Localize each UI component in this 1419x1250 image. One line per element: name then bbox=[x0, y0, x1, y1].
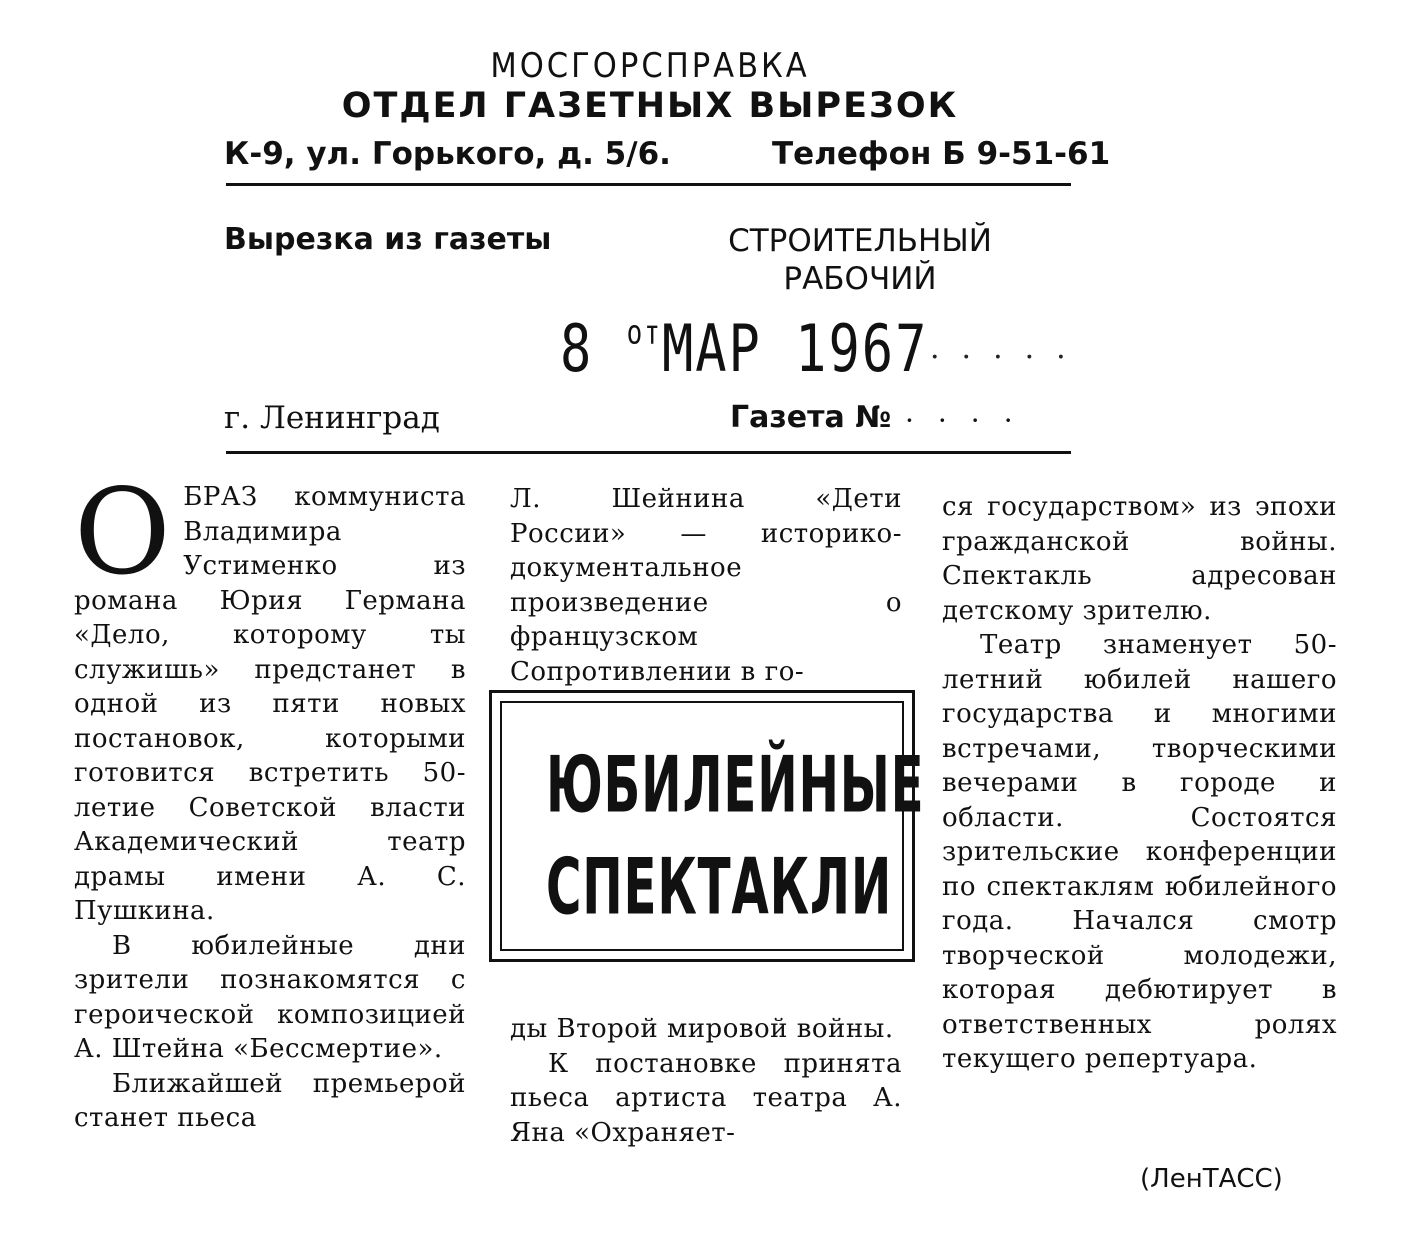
agency-phone: Телефон Б 9-51-61 bbox=[772, 136, 1111, 172]
clipping-divider bbox=[226, 451, 1071, 454]
gazeta-number-label: Газета № bbox=[730, 400, 892, 435]
article-paragraph: К постановке принята пьеса артиста театра А. Яна «Охраняет- bbox=[510, 1048, 902, 1148]
article-paragraph: ся государством» из эпохи гражданской войны. Спектакль адресован детскому зрителю. bbox=[942, 492, 1337, 626]
drop-cap: О bbox=[74, 463, 172, 601]
date-stamp bbox=[560, 312, 928, 387]
headline-line-2: СПЕКТАКЛИ bbox=[546, 841, 893, 933]
stamp-dots: ····· bbox=[930, 340, 1088, 375]
article-column-3 bbox=[942, 490, 1337, 1077]
article-paragraph: В юбилейные дни зрители познакомятся с героической композицией А. Штейна «Бессмертие». bbox=[74, 930, 466, 1064]
agency-address: К-9, ул. Горького, д. 5/6. bbox=[224, 136, 671, 172]
stamp-day: 8 bbox=[560, 312, 594, 387]
news-source: (ЛенТАСС) bbox=[1140, 1164, 1283, 1194]
stamp-month-year: МАР 1967 bbox=[661, 312, 929, 387]
gazeta-number-dots: ···· bbox=[905, 404, 1037, 437]
agency-name: МОСГОРСПРАВКА bbox=[490, 46, 810, 86]
article-paragraph: БРАЗ коммуниста Владимира Устименко из романа Юрия Германа «Дело, которому ты служишь» предстанет в одной из пяти новых постановок, которыми готовится встретить 50-летие Советской власти Академический театр драмы имени А. С. Пушкина. bbox=[74, 482, 466, 926]
city-label: г. Ленинград bbox=[224, 400, 440, 436]
header-divider bbox=[226, 183, 1071, 186]
headline-line-1: ЮБИЛЕЙНЫЕ bbox=[546, 739, 925, 831]
article-paragraph: Л. Шейнина «Дети России» — историко-документальное произведение о французском Сопротивлении в го- bbox=[510, 484, 902, 687]
stamp-ot: от bbox=[626, 314, 662, 352]
article-column-2-bottom bbox=[510, 1012, 902, 1150]
department-name: ОТДЕЛ ГАЗЕТНЫХ ВЫРЕЗОК bbox=[341, 86, 959, 126]
newspaper-name: СТРОИТЕЛЬНЫЙ РАБОЧИЙ bbox=[728, 223, 992, 297]
article-paragraph: ды Второй мировой войны. bbox=[510, 1014, 894, 1044]
article-paragraph: Театр знаменует 50-летний юбилей нашего государства и многими встречами, творческими вечерами в городе и области. Состоятся зрительские конференции по спектаклям юбилейного года. Начался смотр творческой молодежи, которая дебютирует в ответственных ролях текущего репертуара. bbox=[942, 630, 1337, 1074]
headline-box bbox=[489, 690, 925, 962]
headline-inner-frame bbox=[500, 701, 925, 951]
clipping-label: Вырезка из газеты bbox=[224, 222, 552, 257]
article-column-1 bbox=[74, 463, 466, 1136]
article-paragraph: Ближайшей премьерой станет пьеса bbox=[74, 1068, 466, 1133]
article-column-2-top bbox=[510, 482, 902, 689]
